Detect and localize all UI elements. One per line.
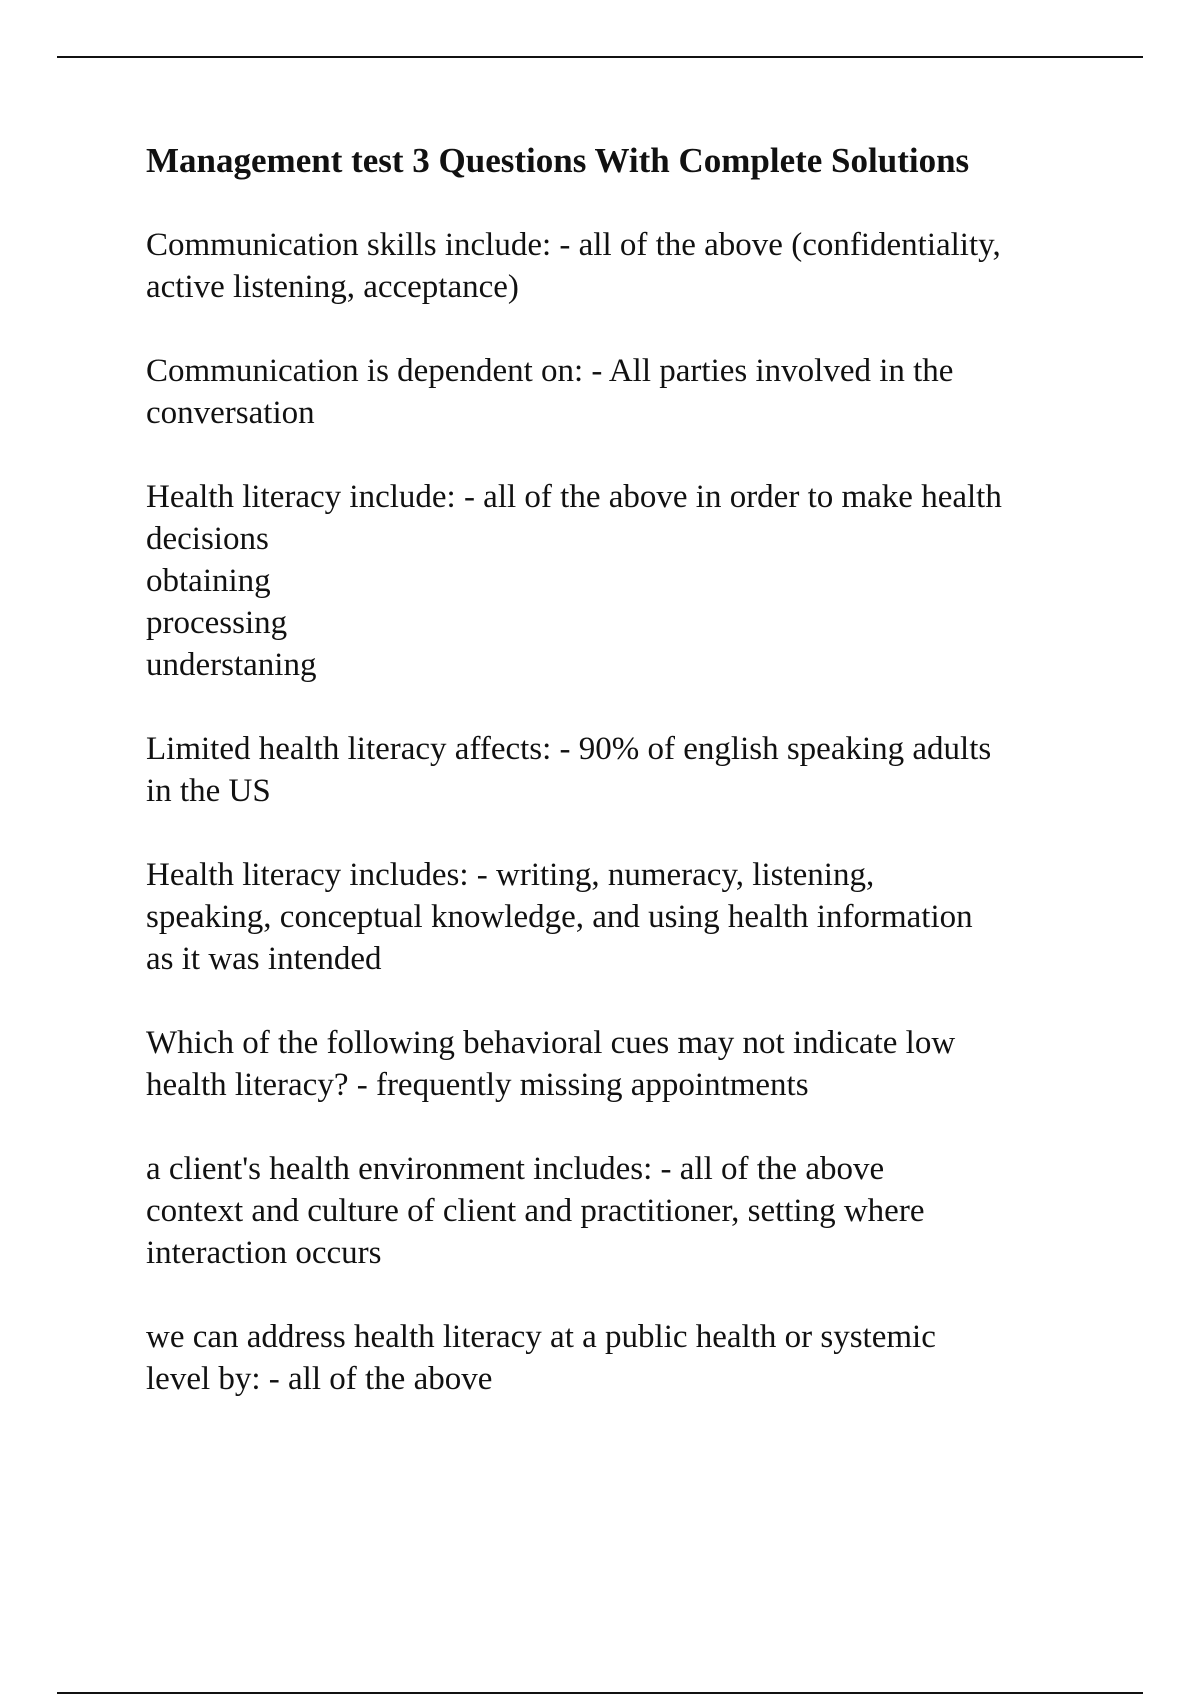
qa-item: Communication is dependent on: - All parties involved in the conversation [146, 353, 954, 431]
document-title: Management test 3 Questions With Complete Solutions [146, 141, 970, 180]
header-rule [57, 56, 1143, 58]
document-body [146, 140, 1106, 1442]
qa-item: Which of the following behavioral cues may not indicate low health literacy? - frequently missing appointments [146, 1025, 956, 1103]
qa-item: Health literacy include: - all of the above in order to make health decisions obtaining processing understaning [146, 479, 1002, 683]
qa-item: a client's health environment includes: - all of the above context and culture of client and practitioner, setting where interaction occurs [146, 1151, 925, 1271]
qa-item: we can address health literacy at a public health or systemic level by: - all of the above [146, 1319, 936, 1397]
footer-rule [57, 1692, 1143, 1694]
qa-item: Health literacy includes: - writing, numeracy, listening, speaking, conceptual knowledge, and using health information as it was intended [146, 857, 973, 977]
qa-item: Communication skills include: - all of the above (confidentiality, active listening, acceptance) [146, 227, 1001, 305]
qa-item: Limited health literacy affects: - 90% of english speaking adults in the US [146, 731, 992, 809]
